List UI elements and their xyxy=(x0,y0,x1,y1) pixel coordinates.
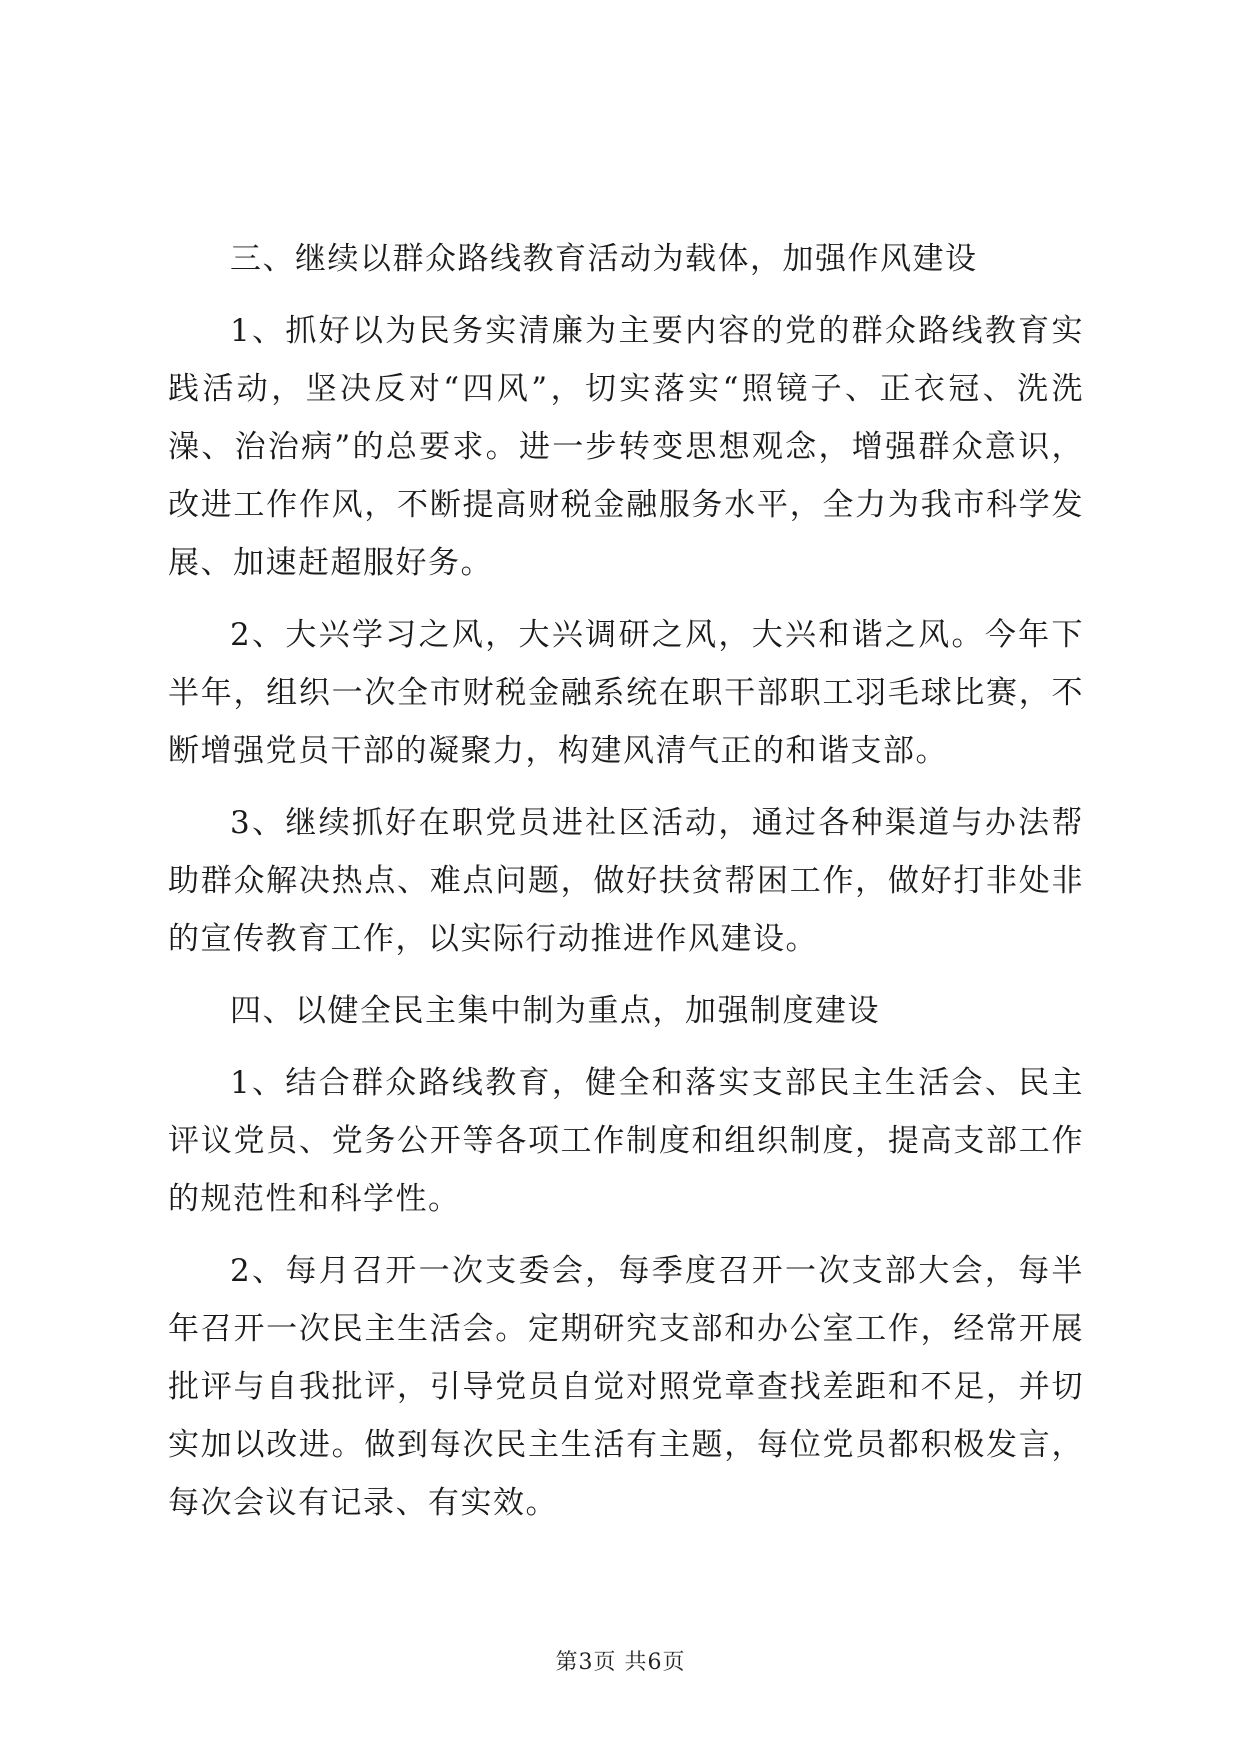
paragraph-4-2: 2、每月召开一次支委会，每季度召开一次支部大会，每半年召开一次民主生活会。定期研究支部和办公室工作，经常开展批评与自我批评，引导党员自觉对照党章查找差距和不足，并切实加以改进。做到每次民主生活有主题，每位党员都积极发言，每次会议有记录、有实效。 xyxy=(168,1253,1084,1521)
paragraph-4-1: 1、结合群众路线教育，健全和落实支部民主生活会、民主评议党员、党务公开等各项工作制度和组织制度，提高支部工作的规范性和科学性。 xyxy=(168,1065,1084,1217)
paragraph-gap xyxy=(168,1040,1084,1054)
paragraph-3-1: 1、抓好以为民务实清廉为主要内容的党的群众路线教育实践活动，坚决反对“四风”，切实落实“照镜子、正衣冠、洗洗澡、治治病”的总要求。进一步转变思想观念，增强群众意识，改进工作作风，不断提高财税金融服务水平，全力为我市科学发展、加速赶超服好务。 xyxy=(168,313,1084,581)
paragraph-3-2: 2、大兴学习之风，大兴调研之风，大兴和谐之风。今年下半年，组织一次全市财税金融系统在职干部职工羽毛球比赛，不断增强党员干部的凝聚力，构建风清气正的和谐支部。 xyxy=(168,617,1084,769)
section-heading-3: 三、继续以群众路线教育活动为载体，加强作风建设 xyxy=(230,241,978,277)
section-heading-4: 四、以健全民主集中制为重点，加强制度建设 xyxy=(230,993,880,1029)
paragraph-gap xyxy=(168,592,1084,606)
paragraph-gap xyxy=(168,780,1084,794)
paragraph-3-3: 3、继续抓好在职党员进社区活动，通过各种渠道与办法帮助群众解决热点、难点问题，做好扶贫帮困工作，做好打非处非的宣传教育工作，以实际行动推进作风建设。 xyxy=(168,805,1084,957)
page-number-footer: 第3页 共6页 xyxy=(555,1650,686,1675)
paragraph-gap xyxy=(168,288,1084,302)
document-body xyxy=(168,230,1084,1532)
paragraph-gap xyxy=(168,968,1084,982)
paragraph-gap xyxy=(168,1228,1084,1242)
